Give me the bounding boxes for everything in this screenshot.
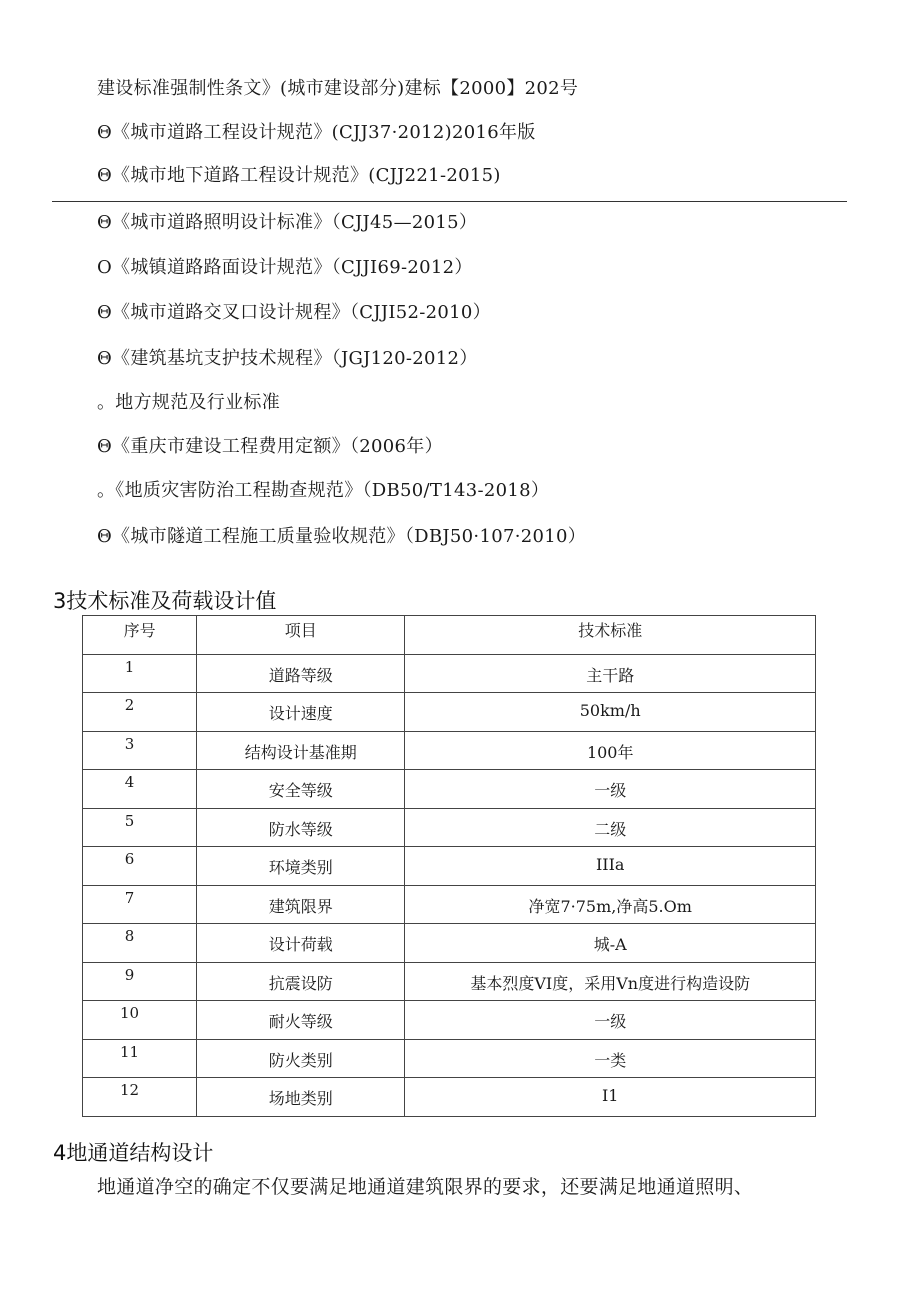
reference-line-4: Θ《城市道路照明设计标准》（CJJ45—2015） [97, 212, 478, 233]
row-item-cell: 安全等级 [197, 770, 405, 809]
row-index-cell: 1 [83, 654, 197, 693]
section-3-heading: 3技术标准及荷载设计值 [53, 589, 277, 613]
row-index-cell: 12 [83, 1078, 197, 1117]
reference-line-2: Θ《城市道路工程设计规范》(CJJ37·2012)2016年版 [97, 122, 536, 143]
row-item-cell: 防水等级 [197, 808, 405, 847]
table-row [83, 693, 816, 732]
row-index-cell: 8 [83, 924, 197, 963]
row-standard-cell: 一级 [405, 770, 816, 809]
row-standard-cell: 一级 [405, 1001, 816, 1040]
reference-line-11: Θ《城市隧道工程施工质量验收规范》（DBJ50·107·2010） [97, 526, 587, 547]
reference-line-8: 。地方规范及行业标准 [97, 392, 280, 413]
row-item-cell: 设计速度 [197, 693, 405, 732]
table-row [83, 847, 816, 886]
row-item-cell: 抗震设防 [197, 962, 405, 1001]
row-index-cell: 9 [83, 962, 197, 1001]
row-index-cell: 5 [83, 808, 197, 847]
row-standard-cell: 二级 [405, 808, 816, 847]
row-standard-cell: 城-A [405, 924, 816, 963]
row-item-cell: 建筑限界 [197, 885, 405, 924]
row-standard-cell: 50km∕h [405, 693, 816, 732]
horizontal-rule [52, 201, 847, 202]
reference-line-10: 。《地质灾害防治工程勘查规范》（DB50/T143-2018） [97, 480, 550, 501]
table-row [83, 885, 816, 924]
reference-line-7: Θ《建筑基坑支护技术规程》（JGJ120-2012） [97, 348, 478, 369]
table-row [83, 654, 816, 693]
row-item-cell: 耐火等级 [197, 1001, 405, 1040]
row-standard-cell: I1 [405, 1078, 816, 1117]
table-row [83, 1039, 816, 1078]
row-standard-cell: 主干路 [405, 654, 816, 693]
section-4-paragraph: 地通道净空的确定不仅要满足地通道建筑限界的要求，还要满足地通道照明、 [97, 1176, 754, 1198]
row-standard-cell: 100年 [405, 731, 816, 770]
table-row [83, 731, 816, 770]
row-item-cell: 结构设计基准期 [197, 731, 405, 770]
row-standard-cell: IIIa [405, 847, 816, 886]
row-standard-cell: 基本烈度VI度，采用Vn度进行构造设防 [405, 962, 816, 1001]
header-cell-item: 项目 [197, 616, 405, 655]
reference-line-9: Θ《重庆市建设工程费用定额》（2006年） [97, 436, 443, 457]
row-item-cell: 环境类别 [197, 847, 405, 886]
row-index-cell: 4 [83, 770, 197, 809]
row-index-cell: 11 [83, 1039, 197, 1078]
row-item-cell: 设计荷载 [197, 924, 405, 963]
row-index-cell: 6 [83, 847, 197, 886]
reference-line-5: O《城镇道路路面设计规范》（CJJI69-2012） [97, 257, 473, 278]
reference-line-6: Θ《城市道路交叉口设计规程》（CJJI52-2010） [97, 302, 491, 323]
reference-line-3: Θ《城市地下道路工程设计规范》(CJJ221-2015) [97, 165, 501, 186]
header-cell-index: 序号 [83, 616, 197, 655]
row-index-cell: 2 [83, 693, 197, 732]
table-row [83, 770, 816, 809]
row-item-cell: 防火类别 [197, 1039, 405, 1078]
table-row [83, 1078, 816, 1117]
table-header-row [83, 616, 816, 655]
row-standard-cell: 净宽7·75m,净高5.Om [405, 885, 816, 924]
section-4-heading: 4地通道结构设计 [53, 1141, 214, 1165]
row-standard-cell: 一类 [405, 1039, 816, 1078]
reference-line-1: 建设标准强制性条文》(城市建设部分)建标【2000】202号 [97, 78, 579, 99]
row-index-cell: 3 [83, 731, 197, 770]
table-row [83, 962, 816, 1001]
tech-standard-table [82, 615, 816, 1117]
row-index-cell: 7 [83, 885, 197, 924]
row-index-cell: 10 [83, 1001, 197, 1040]
table-row [83, 924, 816, 963]
table-row [83, 1001, 816, 1040]
row-item-cell: 道路等级 [197, 654, 405, 693]
header-cell-standard: 技术标准 [405, 616, 816, 655]
row-item-cell: 场地类别 [197, 1078, 405, 1117]
table-row [83, 808, 816, 847]
